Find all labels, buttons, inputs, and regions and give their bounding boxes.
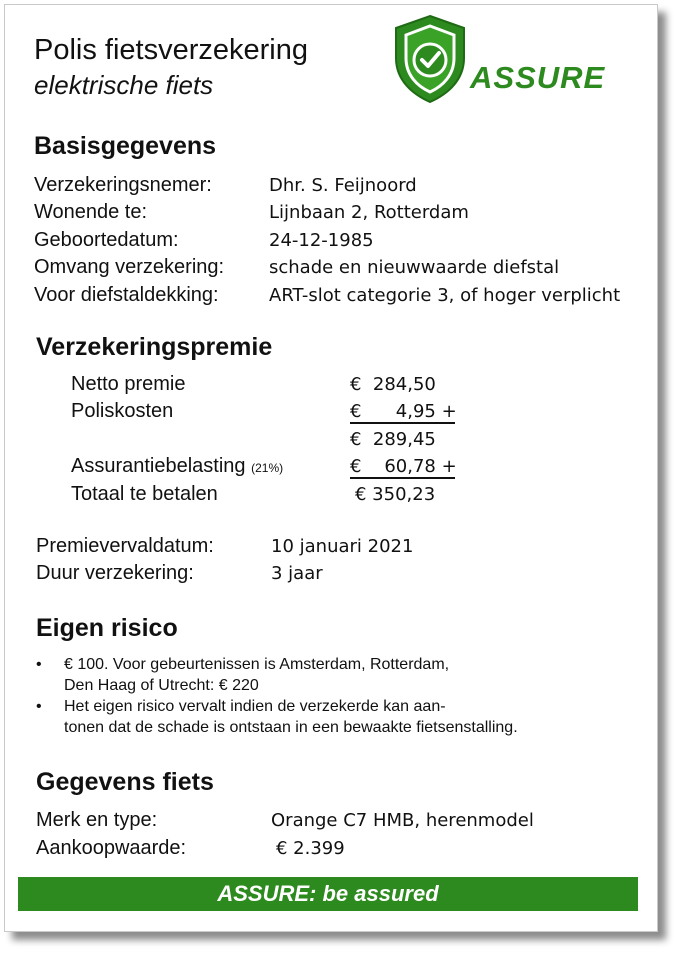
label-verzekeringsnemer: Verzekeringsnemer: [34, 174, 212, 196]
shield-check-icon [392, 14, 468, 109]
value-subtotaal: € 289,45 [350, 429, 436, 450]
value-geboortedatum: 24-12-1985 [269, 230, 374, 251]
footer-text: ASSURE: be assured [217, 881, 439, 906]
label-assurantiebelasting [71, 455, 283, 478]
label-omvang: Omvang verzekering: [34, 256, 225, 278]
bullet-icon: • [36, 656, 42, 673]
belasting-percentage: (21%) [251, 461, 284, 475]
logo-text: ASSURE [470, 60, 606, 95]
risico-list [36, 654, 518, 738]
value-verzekeringsnemer: Dhr. S. Feijnoord [269, 175, 417, 196]
section-heading-basis: Basisgegevens [34, 132, 217, 160]
label-diefstaldekking: Voor diefstaldekking: [34, 284, 219, 306]
value-premievervaldatum: 10 januari 2021 [271, 536, 414, 557]
value-totaal: € 350,23 [355, 484, 436, 505]
label-geboortedatum: Geboortedatum: [34, 229, 179, 251]
value-omvang: schade en nieuwwaarde diefstal [269, 257, 560, 278]
list-item: • € 100. Voor gebeurtenissen is Amsterdam, Rotterdam, Den Haag of Utrecht: € 220 [36, 656, 450, 694]
belasting-label-text: Assurantiebelasting [71, 455, 246, 477]
label-merk: Merk en type: [36, 809, 158, 831]
section-heading-premie: Verzekeringspremie [36, 333, 273, 361]
section-heading-risico: Eigen risico [36, 614, 178, 642]
label-netto-premie: Netto premie [71, 373, 186, 395]
value-aankoopwaarde: € 2.399 [276, 838, 345, 859]
page-subtitle: elektrische fiets [34, 70, 214, 100]
footer-banner [18, 877, 638, 911]
label-totaal: Totaal te betalen [71, 483, 218, 505]
label-poliskosten: Poliskosten [71, 400, 174, 422]
label-wonende: Wonende te: [34, 201, 148, 223]
page-title: Polis fietsverzekering [34, 34, 308, 66]
label-aankoopwaarde: Aankoopwaarde: [36, 837, 187, 859]
bullet-icon: • [36, 698, 42, 715]
label-premievervaldatum: Premievervaldatum: [36, 535, 214, 557]
value-poliskosten: € 4,95 + [350, 401, 457, 422]
value-diefstaldekking: ART-slot categorie 3, of hoger verplicht [269, 285, 621, 306]
list-item: • Het eigen risico vervalt indien de verzekerde kan aan- tonen dat de schade is ontstaan in een bewaakte fietsenstalling. [36, 698, 518, 736]
value-wonende: Lijnbaan 2, Rotterdam [269, 202, 469, 223]
label-duur: Duur verzekering: [36, 562, 194, 584]
value-assurantiebelasting: € 60,78 + [350, 456, 457, 477]
value-netto-premie: € 284,50 [350, 374, 436, 395]
value-duur: 3 jaar [271, 563, 323, 584]
value-merk: Orange C7 HMB, herenmodel [271, 810, 534, 831]
section-heading-fiets: Gegevens fiets [36, 768, 214, 796]
